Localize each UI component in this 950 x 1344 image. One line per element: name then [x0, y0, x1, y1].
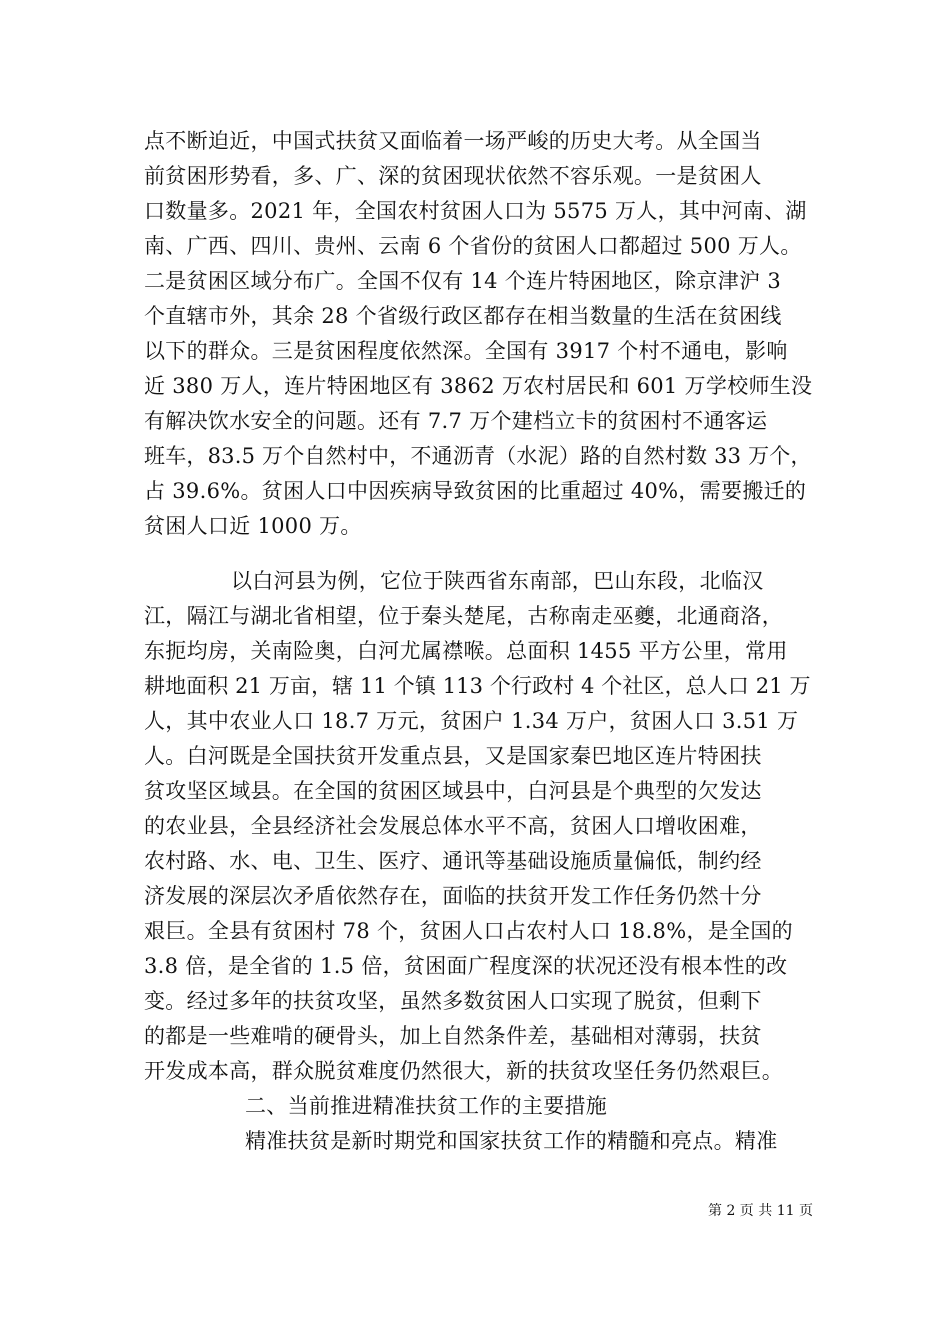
- paragraph-first-line: 精准扶贫是新时期党和国家扶贫工作的精髓和亮点。精准: [245, 1129, 778, 1153]
- text-line: 农村路、水、电、卫生、医疗、通讯等基础设施质量偏低，制约经: [144, 849, 762, 873]
- text-line: 东扼均房，关南险奥，白河尤属襟喉。总面积 1455 平方公里，常用: [144, 639, 788, 663]
- page-number: 第 2 页 共 11 页: [708, 1203, 813, 1219]
- text-line: 人，其中农业人口 18.7 万元，贫困户 1.34 万户，贫困人口 3.51 万: [144, 709, 799, 733]
- text-line: 二是贫困区域分布广。全国不仅有 14 个连片特困地区，除京津沪 3: [144, 269, 782, 293]
- section-heading: 二、当前推进精准扶贫工作的主要措施: [245, 1094, 608, 1118]
- text-line: 3.8 倍，是全省的 1.5 倍，贫困面广程度深的状况还没有根本性的改: [144, 954, 788, 978]
- text-line: 以下的群众。三是贫困程度依然深。全国有 3917 个村不通电，影响: [144, 339, 788, 363]
- text-line: 个直辖市外，其余 28 个省级行政区都存在相当数量的生活在贫困线: [144, 304, 782, 328]
- text-line: 的农业县，全县经济社会发展总体水平不高，贫困人口增收困难，: [144, 814, 762, 838]
- paragraph-first-line: 以白河县为例，它位于陕西省东南部，巴山东段，北临汉: [231, 569, 764, 593]
- text-line: 变。经过多年的扶贫攻坚，虽然多数贫困人口实现了脱贫，但剩下: [144, 989, 762, 1013]
- text-line: 贫困人口近 1000 万。: [144, 514, 362, 538]
- text-line: 江，隔江与湖北省相望，位于秦头楚尾，古称南走巫夔，北通商洛，: [144, 604, 783, 628]
- text-line: 开发成本高，群众脱贫难度仍然很大，新的扶贫攻坚任务仍然艰巨。: [144, 1059, 783, 1083]
- text-line: 有解决饮水安全的问题。还有 7.7 万个建档立卡的贫困村不通客运: [144, 409, 768, 433]
- text-line: 班车，83.5 万个自然村中，不通沥青（水泥）路的自然村数 33 万个，: [144, 444, 812, 468]
- text-line: 口数量多。2021 年，全国农村贫困人口为 5575 万人，其中河南、湖: [144, 199, 807, 223]
- text-line: 贫攻坚区域县。在全国的贫困区域县中，白河县是个典型的欠发达: [144, 779, 762, 803]
- text-line: 南、广西、四川、贵州、云南 6 个省份的贫困人口都超过 500 万人。: [144, 234, 802, 258]
- text-line: 的都是一些难啃的硬骨头，加上自然条件差，基础相对薄弱，扶贫: [144, 1024, 762, 1048]
- text-line: 前贫困形势看，多、广、深的贫困现状依然不容乐观。一是贫困人: [144, 164, 762, 188]
- text-line: 占 39.6%。贫困人口中因疾病导致贫困的比重超过 40%，需要搬迁的: [144, 479, 807, 503]
- text-line: 近 380 万人，连片特困地区有 3862 万农村居民和 601 万学校师生没: [144, 374, 813, 398]
- text-line: 人。白河既是全国扶贫开发重点县，又是国家秦巴地区连片特困扶: [144, 744, 762, 768]
- text-line: 济发展的深层次矛盾依然存在，面临的扶贫开发工作任务仍然十分: [144, 884, 762, 908]
- text-line: 点不断迫近，中国式扶贫又面临着一场严峻的历史大考。从全国当: [144, 129, 762, 153]
- text-line: 艰巨。全县有贫困村 78 个，贫困人口占农村人口 18.8%，是全国的: [144, 919, 793, 943]
- text-line: 耕地面积 21 万亩，辖 11 个镇 113 个行政村 4 个社区，总人口 21 万: [144, 674, 811, 698]
